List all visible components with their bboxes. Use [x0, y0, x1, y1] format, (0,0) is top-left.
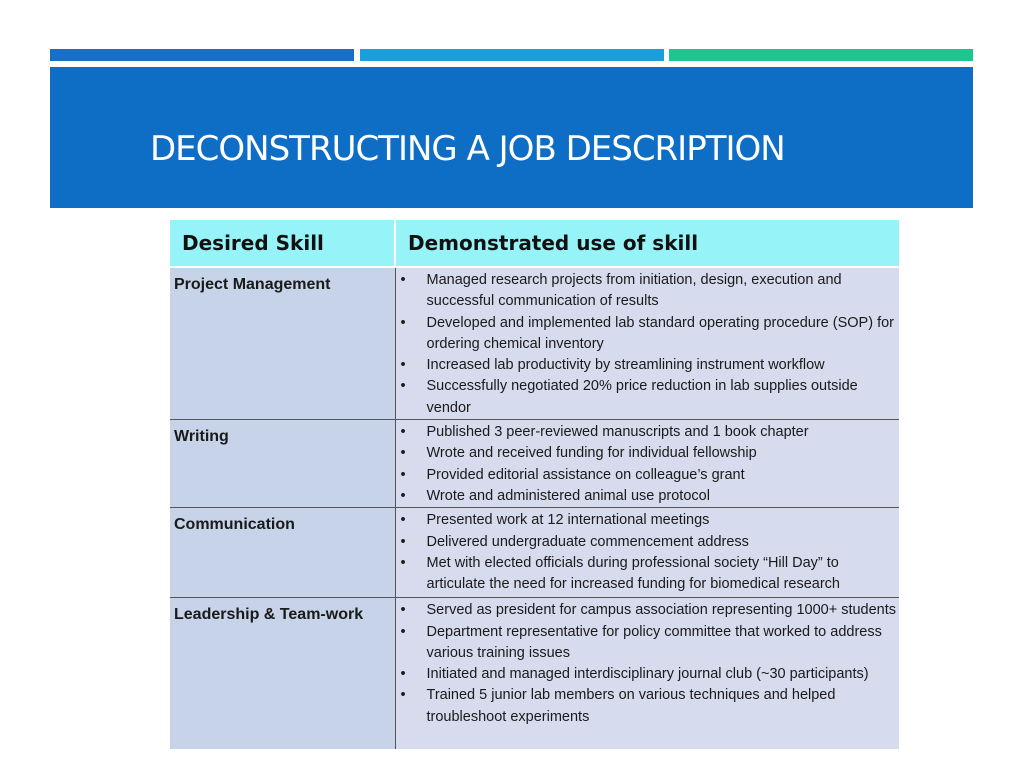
list-item: [400, 443, 898, 464]
list-item-text: Published 3 peer-reviewed manuscripts and 1 book chapter: [426, 424, 809, 441]
bullet-icon: •: [400, 466, 406, 483]
list-item-text: Wrote and received funding for individual fellowship: [426, 445, 757, 462]
header-demonstrated-use: Demonstrated use of skill: [395, 220, 899, 267]
accent-stripe-blue: [50, 49, 354, 61]
bullet-icon: •: [400, 602, 406, 619]
list-item: [400, 600, 898, 621]
list-item-text: Increased lab productivity by streamlining instrument workflow: [426, 357, 825, 374]
list-item: [400, 685, 898, 728]
list-item-text: Presented work at 12 international meetings: [426, 512, 710, 529]
table-row: [170, 598, 899, 750]
title-banner: [50, 67, 973, 208]
list-item: [400, 664, 898, 685]
bullet-icon: •: [400, 378, 406, 395]
skill-cell: Communication: [170, 508, 395, 598]
bullet-icon: •: [400, 687, 406, 704]
skill-cell: Project Management: [170, 267, 395, 420]
list-item-text: Delivered undergraduate commencement address: [426, 533, 749, 550]
list-item: [400, 465, 898, 486]
accent-stripe-green: [669, 49, 973, 61]
list-item: [400, 532, 898, 553]
skills-table: [170, 220, 899, 749]
list-item: [400, 355, 898, 376]
bullet-icon: •: [400, 623, 406, 640]
uses-cell: [395, 508, 899, 598]
slide-title: DECONSTRUCTING A JOB DESCRIPTION: [150, 129, 785, 169]
list-item: [400, 510, 898, 531]
bullet-icon: •: [400, 424, 406, 441]
bullet-list: [400, 422, 898, 507]
skill-cell: Writing: [170, 420, 395, 508]
bullet-list: [400, 600, 898, 728]
bullet-icon: •: [400, 357, 406, 374]
bullet-icon: •: [400, 272, 406, 288]
table-row: [170, 267, 899, 420]
list-item-text: Wrote and administered animal use protocol: [426, 487, 710, 504]
bullet-icon: •: [400, 512, 406, 529]
list-item: [400, 313, 898, 356]
table-header-row: [170, 220, 899, 267]
list-item-text: Served as president for campus association representing 1000+ students: [426, 602, 897, 619]
list-item-text: Initiated and managed interdisciplinary journal club (~30 participants): [426, 666, 869, 683]
bullet-icon: •: [400, 554, 406, 571]
bullet-list: [400, 270, 898, 419]
uses-cell: [395, 598, 899, 750]
header-desired-skill: Desired Skill: [170, 220, 395, 267]
bullet-icon: •: [400, 487, 406, 504]
uses-cell: [395, 267, 899, 420]
skill-cell: Leadership & Team-work: [170, 598, 395, 750]
table-row: [170, 420, 899, 508]
list-item: [400, 486, 898, 507]
list-item-text: Developed and implemented lab standard operating procedure (SOP) for ordering chemical inventory: [426, 314, 894, 352]
list-item-text: Department representative for policy committee that worked to address various training issues: [426, 623, 882, 661]
list-item-text: Trained 5 junior lab members on various techniques and helped troubleshoot experiments: [426, 687, 836, 725]
bullet-icon: •: [400, 666, 406, 683]
list-item: [400, 622, 898, 665]
list-item: [400, 376, 898, 419]
accent-stripe-light-blue: [360, 49, 664, 61]
list-item: [400, 553, 898, 596]
list-item-text: Met with elected officials during professional society “Hill Day” to articulate the need for increased funding for biomedical research: [426, 554, 840, 593]
list-item-text: Successfully negotiated 20% price reduction in lab supplies outside vendor: [426, 378, 858, 416]
list-item: [400, 270, 898, 313]
bullet-list: [400, 510, 898, 595]
bullet-icon: •: [400, 314, 406, 331]
bullet-icon: •: [400, 445, 406, 462]
list-item-text: Provided editorial assistance on colleague’s grant: [426, 466, 745, 483]
bullet-icon: •: [400, 533, 406, 550]
list-item: [400, 422, 898, 443]
uses-cell: [395, 420, 899, 508]
table-row: [170, 508, 899, 598]
list-item-text: Managed research projects from initiation, design, execution and successful communication of results: [426, 272, 842, 310]
